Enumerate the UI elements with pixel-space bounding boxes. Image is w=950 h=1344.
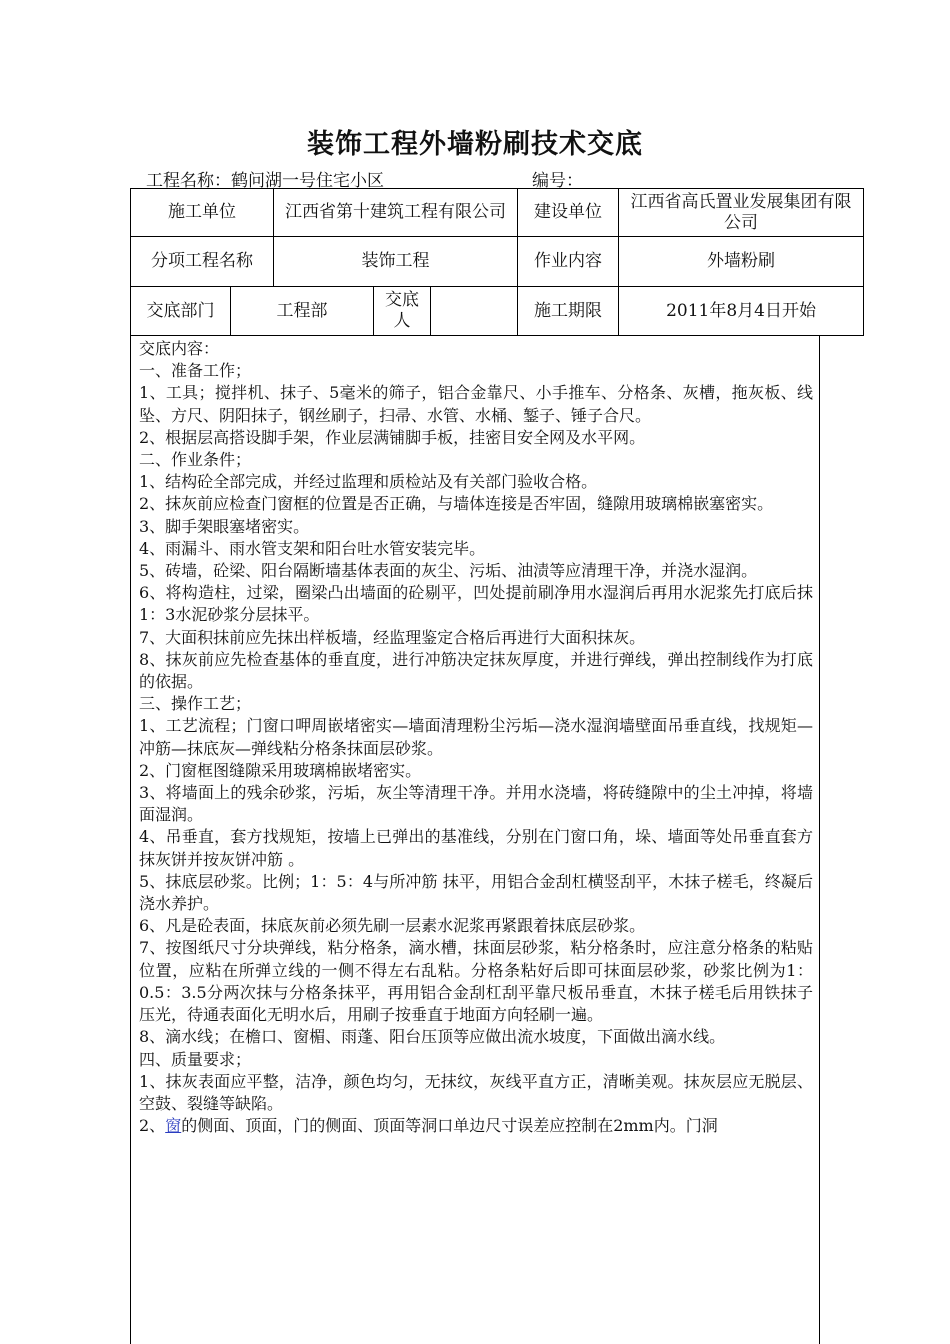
period-label: 施工期限 <box>518 287 619 336</box>
period-value: 2011年8月4日开始 <box>619 287 864 336</box>
content-line: 1、结构砼全部完成，并经过监理和质检站及有关部门验收合格。 <box>139 472 598 492</box>
subproject-label: 分项工程名称 <box>131 237 274 287</box>
header-table <box>130 188 864 336</box>
last-line-prefix: 2、 <box>139 1116 166 1136</box>
content-line: 4、雨漏斗、雨水管支架和阳台吐水管安装完毕。 <box>139 538 486 558</box>
content-line: 7、按图纸尺寸分块弹线，粘分格条，滴水槽，抹面层砂浆，粘分格条时，应注意分格条的粘贴位置，应粘在所弹立线的一侧不得左右乱粘。分格条粘好后即可抹面层砂浆，砂浆比例为1：0.5：3.5分两次抹与分格条抹平，再用铝合金刮杠刮平靠尺板吊垂直，木抹子槎毛后用铁抹子压光，待通表面化无明水后，用刷子按垂直于地面方向轻刷一遍。 <box>139 938 813 1025</box>
number-label: 编号： <box>532 171 583 191</box>
document-title: 装饰工程外墙粉刷技术交底 <box>307 129 643 160</box>
last-line-rest: 的侧面、顶面，门的侧面、顶面等洞口单边尺寸误差应控制在2mm内。门洞 <box>181 1116 718 1136</box>
content-line: 8、抹灰前应先检查基体的垂直度，进行冲筋决定抹灰厚度，并进行弹线，弹出控制线作为打底的依据。 <box>139 649 813 692</box>
client-unit-value: 江西省高氏置业发展集团有限公司 <box>619 189 864 237</box>
content-line: 1、抹灰表面应平整，洁净，颜色均匀，无抹纹，灰线平直方正，清晰美观。抹灰层应无脱层、空鼓、裂缝等缺陷。 <box>139 1071 813 1113</box>
content-line: 6、凡是砼表面，抹底灰前必须先刷一层素水泥浆再紧跟着抹底层砂浆。 <box>139 916 646 936</box>
content-body <box>130 335 820 1344</box>
subproject-value: 装饰工程 <box>274 237 518 287</box>
department-value: 工程部 <box>231 287 374 336</box>
client-unit-label: 建设单位 <box>518 189 619 237</box>
content-line: 3、脚手架眼塞堵密实。 <box>139 516 310 536</box>
person-value <box>431 287 518 336</box>
content-line: 2、根据层高搭设脚手架，作业层满铺脚手板，挂密目安全网及水平网。 <box>139 427 646 447</box>
content-lines <box>139 360 813 1115</box>
content-line: 2、门窗框图缝隙采用玻璃棉嵌堵密实。 <box>139 760 422 780</box>
last-line <box>139 1115 813 1137</box>
content-line: 二、作业条件； <box>139 450 252 470</box>
content-line: 一、准备工作； <box>139 361 252 381</box>
content-line: 4、吊垂直，套方找规矩，按墙上已弹出的基准线，分别在门窗口角，垛、墙面等处吊垂直套方抹灰饼并按灰饼冲筋 。 <box>139 827 813 869</box>
content-line: 8、滴水线；在檐口、窗楣、雨蓬、阳台压顶等应做出流水坡度，下面做出滴水线。 <box>139 1027 726 1047</box>
person-label: 交底人 <box>374 287 431 336</box>
content-line: 1、工艺流程；门窗口呷周嵌堵密实—墙面清理粉尘污垢—浇水湿润墙壁面吊垂直线，找规矩—冲筋—抹底灰—弹线粘分格条抹面层砂浆。 <box>139 716 813 758</box>
content-line: 1、工具；搅拌机、抹子、5毫米的筛子，铝合金靠尺、小手推车、分格条、灰槽，拖灰板、线坠、方尺、阴阳抹子，钢丝刷子，扫帚、水管、水桶、錾子、锤子合尺。 <box>139 383 813 425</box>
window-link[interactable]: 窗 <box>165 1116 182 1136</box>
work-content-value: 外墙粉刷 <box>619 237 864 287</box>
content-line: 6、将构造柱，过梁，圈梁凸出墙面的砼剔平，凹处提前刷净用水湿润后再用水泥浆先打底后抹1：3水泥砂浆分层抹平。 <box>139 583 813 625</box>
construction-unit-value: 江西省第十建筑工程有限公司 <box>274 189 518 237</box>
content-line: 5、砖墙，砼梁、阳台隔断墙基体表面的灰尘、污垢、油渍等应清理干净，并浇水湿润。 <box>139 561 758 581</box>
construction-unit-label: 施工单位 <box>131 189 274 237</box>
content-line: 5、抹底层砂浆。比例；1：5：4与所冲筋 抹平，用铝合金刮杠横竖刮平，木抹子槎毛，终凝后浇水养护。 <box>139 871 813 914</box>
content-heading: 交底内容： <box>139 339 220 358</box>
work-content-label: 作业内容 <box>518 237 619 287</box>
content-line: 2、抹灰前应检查门窗框的位置是否正确，与墙体连接是否牢固，缝隙用玻璃棉嵌塞密实。 <box>139 494 774 514</box>
content-line: 四、质量要求； <box>139 1049 252 1069</box>
content-line: 三、操作工艺； <box>139 694 252 714</box>
project-name: 工程名称：鹤问湖一号住宅小区 <box>146 171 384 191</box>
content-line: 3、将墙面上的残余砂浆，污垢，灰尘等清理干净。并用水浇墙，将砖缝隙中的尘土冲掉，将墙面湿润。 <box>139 783 813 825</box>
department-label: 交底部门 <box>131 287 231 336</box>
content-line: 7、大面积抹前应先抹出样板墙，经监理鉴定合格后再进行大面积抹灰。 <box>139 627 646 647</box>
